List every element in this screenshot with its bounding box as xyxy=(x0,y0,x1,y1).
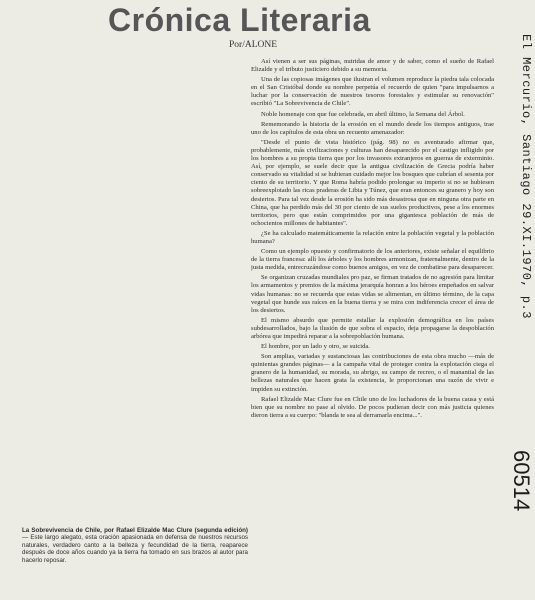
article-body xyxy=(251,58,494,588)
author-byline: Por/ALONE xyxy=(229,40,278,50)
book-caption xyxy=(22,527,248,564)
article-paragraph: Como un ejemplo opuesto y confirmatorio de los anteriores, existe señalar el equilibrio de la tierra francesa: allí los árboles y los hombres armonizan, fraternalmente, dentro de la justa medida, entrecruzándose como buenos amigos, en vez de combatirse para desaparecer. xyxy=(251,248,494,272)
article-paragraph: Una de las copiosas imágenes que ilustran el volumen reproduce la piedra tala colocada en el San Cristóbal donde su nombre perpetúa el recuerdo de quien "para impulsarnos a luchar por la conservación de nuestros tesoros forestales y estimular su renovación" escribió "La Sobrevivencia de Chile". xyxy=(251,76,494,108)
article-paragraph: Rememorando la historia de la erosión en el mundo desde los tiempos antiguos, trae uno de los capítulos de esta obra un recuento amenazador: xyxy=(251,120,494,136)
handwritten-source-note: El Mercurio, Santiago 29.XI.1970, p.3 xyxy=(519,34,533,319)
handwritten-number: 60514 xyxy=(509,450,534,512)
article-paragraph: Noble homenaje con que fue celebrada, en abril último, la Semana del Árbol. xyxy=(261,110,465,118)
article-quote-paragraph: "Desde el punto de vista histórico (pág. 98) no es aventurado afirmar que, probablemente, más civilizaciones y culturas han desaparecido por el castigo infligido por los hombres a su propia tierra que por los invasores extranjeros en guerras de exterminio. Así, por ejemplo, se suele decir que la antigua civilización de Grecia podría haber conservado su vitalidad si se hubieran cuidado mejor los bosques que cubrían el sesenta por ciento de su territorio. Y que Roma habría podido prolongar su imperio si no se hubiesen sobreexplotado las ricas praderas de Libia y Túnez, que eran entonces su granero y hoy son desiertos. Para tal vez desde la erosión ha sido más desastrosa que en ninguna otra parte en China, que ha perdido más del 30 por ciento de sus suelos productivos, pese a los enormes territorios, pero que están comprimidos por una gigantesca población de más de ochocientos millones de habitantes". xyxy=(251,138,494,227)
article-paragraph: Se organizan cruzadas mundiales pro paz, se firman tratados de no agresión para limitar los armamentos y premios de la máxima jerarquía honran a los héroes empeñados en salvar vidas humanas: no se recuerda que estas vidas se alimentan, en último término, de la capa vegetal que hunde sus raíces en la buena tierra y se mira con indiferencia crecer el área de los desiertos. xyxy=(251,274,494,314)
article-paragraph: Rafael Elizalde Mac Clure fue en Chile uno de los luchadores de la buena causa y está bien que su nombre no pase al olvido. De pocos pudieran decir con más justicia quienes dieron tierra a su cuerpo: "blanda te sea al derramarla encima...". xyxy=(251,395,494,419)
article-title: Crónica Literaria xyxy=(108,2,371,38)
article-paragraph: Así vienen a ser sus páginas, nutridas de amor y de saber, como el sueño de Rafael Elizalde y el tributo justiciero debido a su memoria. xyxy=(251,58,494,74)
book-caption-lead: La Sobrevivencia de Chile, por Rafael Elizalde Mac Clure (segunda edición) xyxy=(22,527,248,534)
article-paragraph: ¿Se ha calculado matemáticamente la relación entre la población vegetal y la población humana? xyxy=(251,229,494,245)
book-caption-text: — Este largo alegato, esta oración apasionada en defensa de nuestros recursos naturales, verdadero canto a la belleza y fecundidad de la tierra, reaparece después de doce años cuando ya la tierra ha tomado en sus brazos al autor para hacerlo reposar. xyxy=(22,534,248,564)
article-paragraph: El hombre, por un lado y otro, se suicida. xyxy=(261,343,370,351)
article-paragraph: Son amplias, variadas y sustanciosas las contribuciones de esta obra mucho —más de quinientas grandes páginas— a la campaña vital de proteger contra la explotación ciega el granero de la humanidad, su morada, su abrigo, su campo de recreo, o el manantial de las bellezas naturales que hacen grata la existencia, le proporcionan una razón de vivir e impiden su extinción. xyxy=(251,353,494,393)
article-paragraph: El mismo absurdo que permite estallar la explosión demográfica en los países subdesarrollados, bajo la ilusión de que sobra el espacio, deja propagarse la despoblación arbórea que impedirá reparar a la sobrepoblación humana. xyxy=(251,316,494,340)
